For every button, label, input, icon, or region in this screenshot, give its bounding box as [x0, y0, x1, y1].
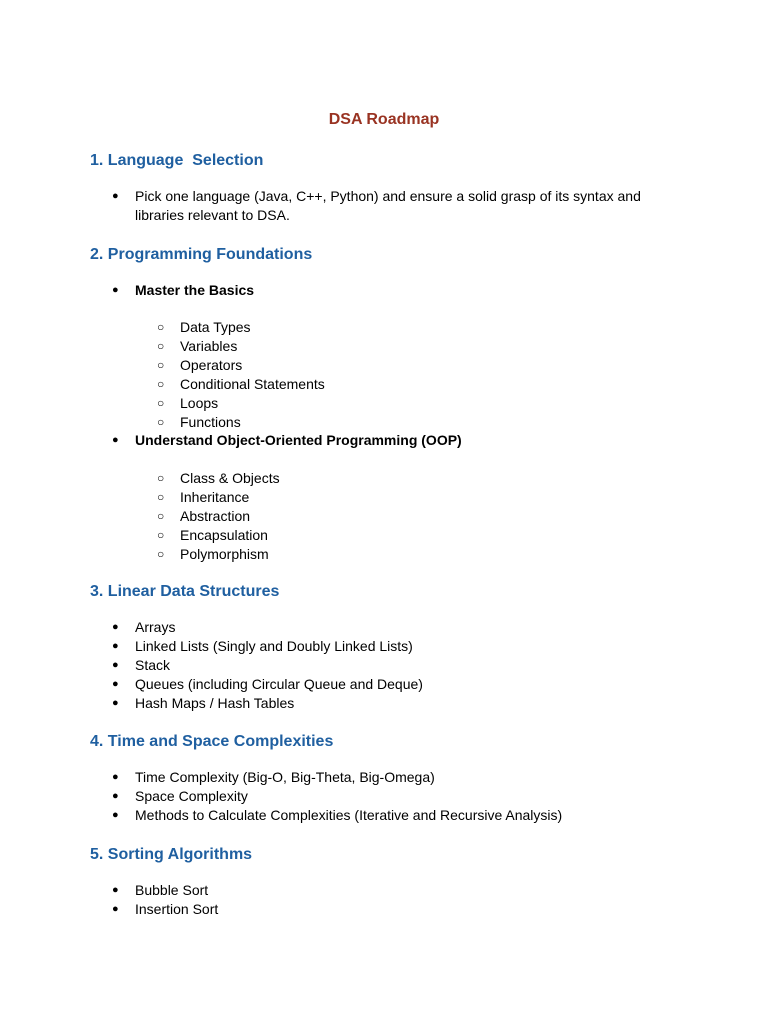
- bullet-icon: ●: [112, 771, 119, 783]
- sub-list-item: ○ Data Types: [157, 319, 251, 335]
- sub-list-item: ○ Polymorphism: [157, 546, 269, 562]
- circle-bullet-icon: ○: [157, 396, 165, 410]
- sub-list-item: ○ Variables: [157, 338, 238, 354]
- bullet-icon: ●: [112, 190, 119, 202]
- list-item: ● Hash Maps / Hash Tables: [112, 695, 295, 711]
- sub-list-item: ○ Loops: [157, 395, 219, 411]
- oop-sublist: [157, 469, 657, 564]
- bullet-icon: ●: [112, 903, 119, 915]
- list-item: ● Linked Lists (Singly and Doubly Linked Lists): [112, 638, 413, 654]
- circle-bullet-icon: ○: [157, 358, 165, 372]
- list-item: ● Methods to Calculate Complexities (Iterative and Recursive Analysis): [112, 807, 563, 823]
- language-selection-list: [112, 187, 672, 225]
- complexities-list: [112, 768, 672, 825]
- sub-list-item: ○ Conditional Statements: [157, 376, 325, 392]
- list-item: ● Stack: [112, 657, 171, 673]
- bullet-icon: ●: [112, 697, 119, 709]
- sub-list-item: ○ Class & Objects: [157, 470, 280, 486]
- bullet-icon: ●: [112, 621, 119, 633]
- bullet-icon: ●: [112, 790, 119, 802]
- bullet-icon: ●: [112, 678, 119, 690]
- list-item: ● Insertion Sort: [112, 901, 219, 917]
- circle-bullet-icon: ○: [157, 547, 165, 561]
- section-heading-time-space-complexities: 4. Time and Space Complexities: [90, 733, 334, 750]
- list-item-group-label: ● Understand Object-Oriented Programming (OOP): [112, 432, 462, 448]
- circle-bullet-icon: ○: [157, 415, 165, 429]
- list-item: ● Space Complexity: [112, 788, 248, 804]
- section-heading-linear-data-structures: 3. Linear Data Structures: [90, 583, 280, 600]
- bullet-icon: ●: [112, 884, 119, 896]
- section-heading-sorting-algorithms: 5. Sorting Algorithms: [90, 846, 253, 863]
- circle-bullet-icon: ○: [157, 528, 165, 542]
- sorting-algorithms-list: [112, 881, 672, 919]
- oop-group: [112, 431, 672, 450]
- master-basics-group: [112, 281, 672, 300]
- list-item: ● Pick one language (Java, C++, Python) and ensure a solid grasp of its syntax and libraries relevant to DSA.: [112, 188, 641, 223]
- list-item: ● Arrays: [112, 619, 176, 635]
- section-heading-programming-foundations: 2. Programming Foundations: [90, 246, 313, 263]
- list-item: ● Queues (including Circular Queue and Deque): [112, 676, 423, 692]
- bullet-icon: ●: [112, 284, 119, 296]
- sub-list-item: ○ Operators: [157, 357, 243, 373]
- sub-list-item: ○ Inheritance: [157, 489, 250, 505]
- sub-list-item: ○ Functions: [157, 414, 241, 430]
- circle-bullet-icon: ○: [157, 509, 165, 523]
- master-basics-sublist: [157, 318, 657, 432]
- sub-list-item: ○ Abstraction: [157, 508, 251, 524]
- circle-bullet-icon: ○: [157, 377, 165, 391]
- circle-bullet-icon: ○: [157, 339, 165, 353]
- sub-list-item: ○ Encapsulation: [157, 527, 268, 543]
- list-item-group-label: ● Master the Basics: [112, 282, 255, 298]
- section-heading-language-selection: 1. Language Selection: [90, 152, 264, 169]
- circle-bullet-icon: ○: [157, 471, 165, 485]
- bullet-icon: ●: [112, 640, 119, 652]
- list-item: ● Time Complexity (Big-O, Big-Theta, Big-Omega): [112, 769, 435, 785]
- list-item: ● Bubble Sort: [112, 882, 209, 898]
- circle-bullet-icon: ○: [157, 490, 165, 504]
- bullet-icon: ●: [112, 434, 119, 446]
- bullet-icon: ●: [112, 809, 119, 821]
- bullet-icon: ●: [112, 659, 119, 671]
- document-title: DSA Roadmap: [328, 111, 440, 128]
- circle-bullet-icon: ○: [157, 320, 165, 334]
- linear-data-structures-list: [112, 618, 672, 713]
